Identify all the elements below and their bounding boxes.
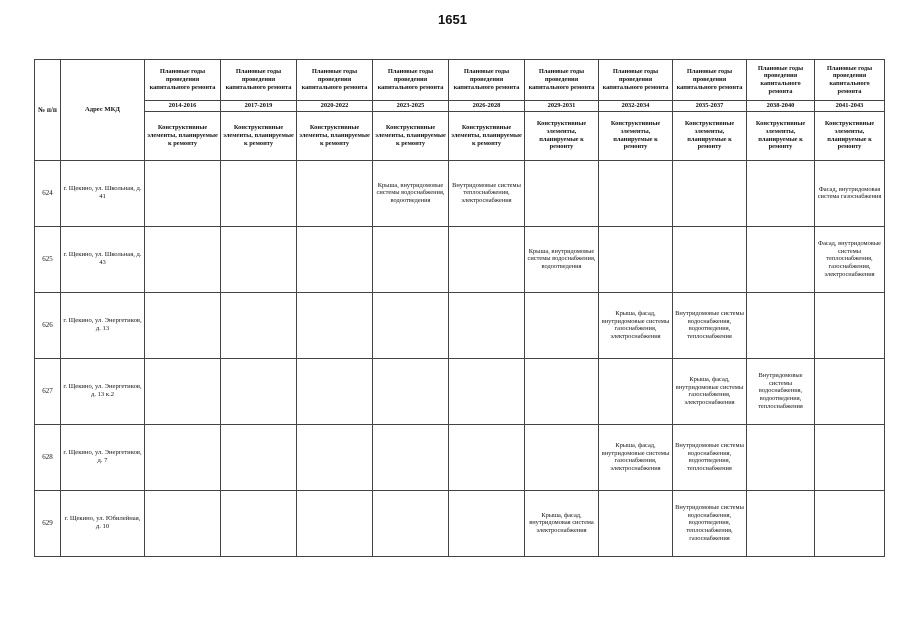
repair-elements-cell: Внутридомовые системы водоснабжения, водоотведения, теплоснабжения bbox=[673, 292, 747, 358]
row-number: 628 bbox=[35, 424, 61, 490]
header-period: Плановые годы проведения капитального ремонта bbox=[297, 60, 373, 101]
table-body bbox=[35, 160, 885, 556]
repair-elements-cell bbox=[297, 424, 373, 490]
row-number: 629 bbox=[35, 490, 61, 556]
page-number: 1651 bbox=[438, 12, 467, 27]
repair-elements-cell bbox=[599, 490, 673, 556]
header-year: 2017-2019 bbox=[221, 101, 297, 112]
row-address: г. Щекино, ул. Школьная, д. 43 bbox=[61, 226, 145, 292]
header-num: № п/п bbox=[35, 60, 61, 161]
header-period: Плановые годы проведения капитального ремонта bbox=[673, 60, 747, 101]
repair-elements-cell bbox=[449, 424, 525, 490]
repair-elements-cell bbox=[815, 358, 885, 424]
header-elements: Конструктивные элементы, планируемые к ремонту bbox=[599, 111, 673, 160]
header-row-elements bbox=[35, 111, 885, 160]
repair-elements-cell: Внутридомовые системы водоснабжения, водоотведения, теплоснабжения bbox=[673, 424, 747, 490]
repair-elements-cell bbox=[747, 424, 815, 490]
repair-elements-cell: Крыша, фасад, внутридомовые системы газоснабжения, электроснабжения bbox=[599, 292, 673, 358]
header-elements: Конструктивные элементы, планируемые к ремонту bbox=[815, 111, 885, 160]
row-address: г. Щекино, ул. Энергетиков, д. 13 к.2 bbox=[61, 358, 145, 424]
repair-elements-cell bbox=[599, 358, 673, 424]
header-elements: Конструктивные элементы, планируемые к ремонту bbox=[221, 111, 297, 160]
repair-elements-cell bbox=[449, 358, 525, 424]
repair-elements-cell bbox=[297, 160, 373, 226]
repair-elements-cell: Крыша, внутридомовые системы водоснабжения, водоотведения bbox=[525, 226, 599, 292]
repair-elements-cell bbox=[449, 292, 525, 358]
header-elements: Конструктивные элементы, планируемые к ремонту bbox=[449, 111, 525, 160]
header-row-years bbox=[35, 101, 885, 112]
row-number: 626 bbox=[35, 292, 61, 358]
repair-elements-cell bbox=[449, 226, 525, 292]
row-address: г. Щекино, ул. Энергетиков, д. 7 bbox=[61, 424, 145, 490]
header-year: 2023-2025 bbox=[373, 101, 449, 112]
row-number: 624 bbox=[35, 160, 61, 226]
repair-elements-cell bbox=[373, 424, 449, 490]
repair-elements-cell bbox=[525, 424, 599, 490]
header-period: Плановые годы проведения капитального ремонта bbox=[373, 60, 449, 101]
repair-elements-cell bbox=[221, 490, 297, 556]
repair-elements-cell bbox=[221, 160, 297, 226]
header-year: 2035-2037 bbox=[673, 101, 747, 112]
header-elements: Конструктивные элементы, планируемые к ремонту bbox=[373, 111, 449, 160]
repair-elements-cell bbox=[297, 226, 373, 292]
header-elements: Конструктивные элементы, планируемые к ремонту bbox=[145, 111, 221, 160]
repair-elements-cell bbox=[599, 226, 673, 292]
header-period: Плановые годы проведения капитального ремонта bbox=[449, 60, 525, 101]
repair-elements-cell bbox=[221, 424, 297, 490]
repair-elements-cell bbox=[297, 292, 373, 358]
table-row bbox=[35, 358, 885, 424]
repair-elements-cell bbox=[221, 292, 297, 358]
repair-elements-cell bbox=[373, 226, 449, 292]
repair-elements-cell bbox=[145, 160, 221, 226]
header-row-periods bbox=[35, 60, 885, 101]
repair-elements-cell bbox=[815, 292, 885, 358]
repair-elements-cell: Крыша, фасад, внутридомовая система электроснабжения bbox=[525, 490, 599, 556]
header-period: Плановые годы проведения капитального ремонта bbox=[599, 60, 673, 101]
repair-elements-cell bbox=[145, 490, 221, 556]
header-year: 2014-2016 bbox=[145, 101, 221, 112]
repair-elements-cell: Внутридомовые системы водоснабжения, водоотведения, теплоснабжения, газоснабжения bbox=[673, 490, 747, 556]
repair-elements-cell bbox=[145, 358, 221, 424]
row-address: г. Щекино, ул. Энергетиков, д. 13 bbox=[61, 292, 145, 358]
header-elements: Конструктивные элементы, планируемые к ремонту bbox=[525, 111, 599, 160]
repair-elements-cell bbox=[673, 226, 747, 292]
table-row bbox=[35, 160, 885, 226]
header-elements: Конструктивные элементы, планируемые к ремонту bbox=[673, 111, 747, 160]
repair-elements-cell bbox=[673, 160, 747, 226]
repair-elements-cell bbox=[815, 424, 885, 490]
repair-elements-cell: Крыша, внутридомовые системы водоснабжения, водоотведения bbox=[373, 160, 449, 226]
repair-elements-cell bbox=[525, 292, 599, 358]
row-address: г. Щекино, ул. Юбилейная, д. 10 bbox=[61, 490, 145, 556]
repair-elements-cell bbox=[297, 490, 373, 556]
repair-elements-cell bbox=[145, 292, 221, 358]
repair-elements-cell bbox=[747, 490, 815, 556]
header-period: Плановые годы проведения капитального ремонта bbox=[525, 60, 599, 101]
header-period: Плановые годы проведения капитального ремонта bbox=[747, 60, 815, 101]
header-year: 2032-2034 bbox=[599, 101, 673, 112]
row-number: 627 bbox=[35, 358, 61, 424]
repair-elements-cell bbox=[599, 160, 673, 226]
repair-elements-cell: Крыша, фасад, внутридомовые системы газоснабжения, электроснабжения bbox=[599, 424, 673, 490]
repair-elements-cell: Внутридомовые системы водоснабжения, водоотведения, теплоснабжения bbox=[747, 358, 815, 424]
row-number: 625 bbox=[35, 226, 61, 292]
repair-elements-cell: Крыша, фасад, внутридомовые системы газоснабжения, электроснабжения bbox=[673, 358, 747, 424]
repair-elements-cell bbox=[525, 160, 599, 226]
header-year: 2026-2028 bbox=[449, 101, 525, 112]
repair-elements-cell bbox=[145, 424, 221, 490]
table-row bbox=[35, 424, 885, 490]
repair-elements-cell: Фасад, внутридомовые системы теплоснабжения, газоснабжения, электроснабжения bbox=[815, 226, 885, 292]
header-period: Плановые годы проведения капитального ремонта bbox=[221, 60, 297, 101]
header-year: 2029-2031 bbox=[525, 101, 599, 112]
repair-elements-cell bbox=[145, 226, 221, 292]
repair-elements-cell bbox=[747, 292, 815, 358]
header-year: 2041-2043 bbox=[815, 101, 885, 112]
repair-elements-cell bbox=[373, 292, 449, 358]
repair-elements-cell bbox=[449, 490, 525, 556]
header-year: 2038-2040 bbox=[747, 101, 815, 112]
table-row bbox=[35, 292, 885, 358]
capital-repair-table bbox=[34, 59, 885, 557]
repair-elements-cell bbox=[221, 358, 297, 424]
repair-elements-cell bbox=[221, 226, 297, 292]
repair-elements-cell: Внутридомовые системы теплоснабжения, электроснабжения bbox=[449, 160, 525, 226]
table-row bbox=[35, 226, 885, 292]
repair-elements-cell bbox=[747, 226, 815, 292]
header-address: Адрес МКД bbox=[61, 60, 145, 161]
header-period: Плановые годы проведения капитального ремонта bbox=[815, 60, 885, 101]
row-address: г. Щекино, ул. Школьная, д. 41 bbox=[61, 160, 145, 226]
repair-elements-cell bbox=[815, 490, 885, 556]
repair-elements-cell bbox=[525, 358, 599, 424]
repair-elements-cell bbox=[297, 358, 373, 424]
header-period: Плановые годы проведения капитального ремонта bbox=[145, 60, 221, 101]
repair-elements-cell bbox=[747, 160, 815, 226]
table-row bbox=[35, 490, 885, 556]
repair-elements-cell bbox=[373, 358, 449, 424]
header-elements: Конструктивные элементы, планируемые к ремонту bbox=[297, 111, 373, 160]
header-year: 2020-2022 bbox=[297, 101, 373, 112]
header-elements: Конструктивные элементы, планируемые к ремонту bbox=[747, 111, 815, 160]
repair-elements-cell bbox=[373, 490, 449, 556]
repair-elements-cell: Фасад, внутридомовая система газоснабжения bbox=[815, 160, 885, 226]
